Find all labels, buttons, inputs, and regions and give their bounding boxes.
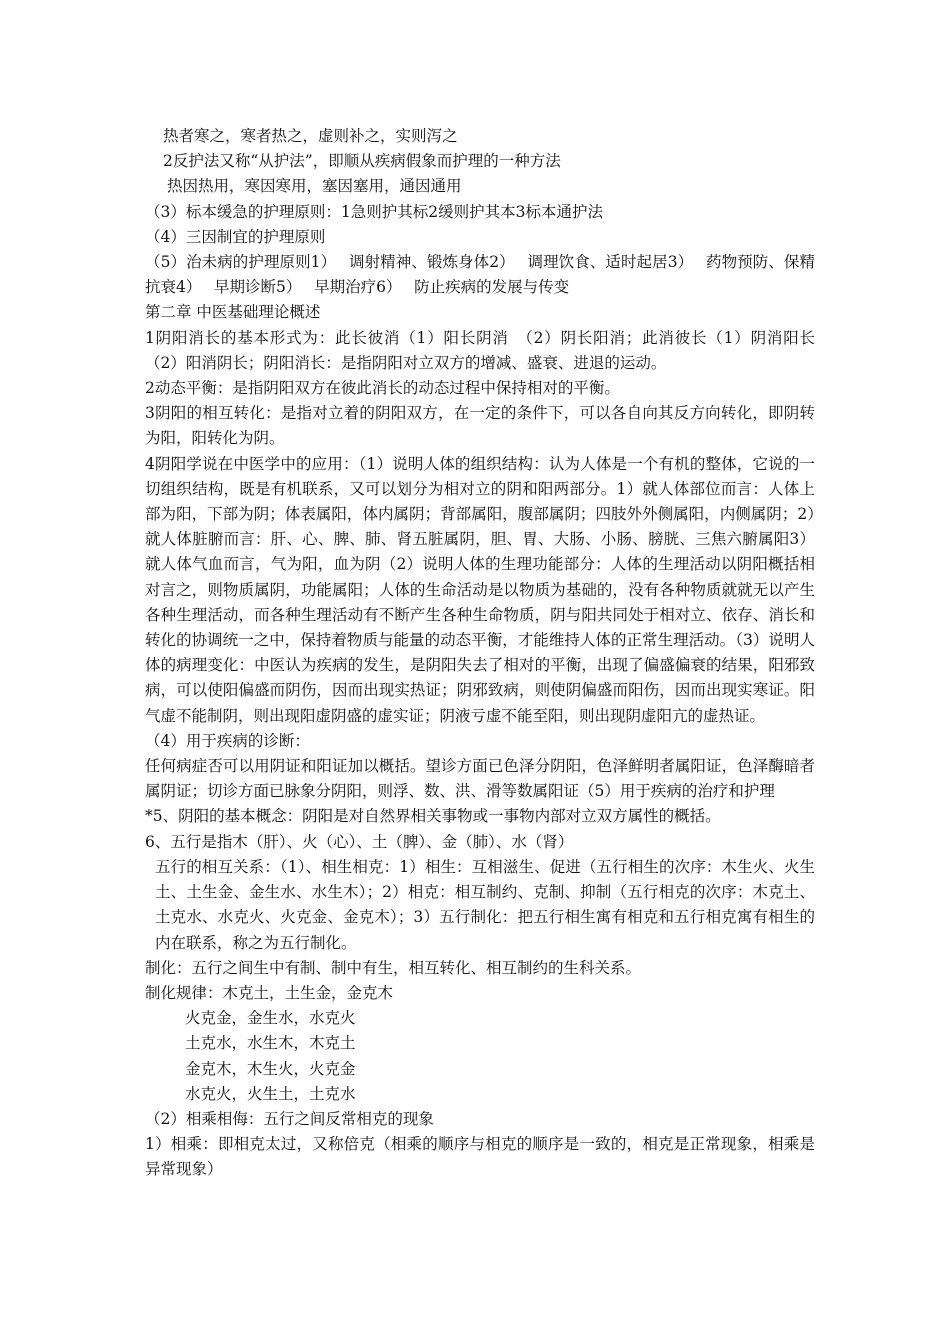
document-body [145, 124, 831, 1183]
chapter-heading: 第二章 中医基础理论概述 [145, 303, 321, 322]
text-line-zhihua-rule: 制化规律：木克土，土生金，金克木 [145, 983, 394, 1002]
text-line-reverse-nursing: 2反护法又称“从护法”，即顺从疾病假象而护理的一种方法 [163, 152, 561, 171]
text-line-yinyang-concept: *5、阴阳的基本概念：阴阳是对自然界相关事物或一事物内部对立双方属性的概括。 [145, 807, 721, 826]
text-para-yinyang-application: 4阴阳学说在中医学中的应用：（1）说明人体的组织结构：认为人体是一个有机的整体，它说的一切组织结构，既是有机联系，又可以划分为相对立的阴和阳两部分。1）就人体部位而言：人体上部为阳，下部为阴；体表属阳，体内属阴；背部属阳，腹部属阴；四肢外外侧属阳，内侧属阴；2）就人体脏腑而言：肝、心、脾、肺、肾五脏属阴，胆、胃、大肠、小肠、膀胱、三焦六腑属阳3）就人体气血而言，气为阳，血为阴（2）说明人体的生理功能部分：人体的生理活动以阴阳概括相对言之，则物质属阴，功能属阳；人体的生命活动是以物质为基础的，没有各种物质就就无以产生各种生理活动，而各种生理活动有不断产生各种生命物质，阴与阳共同处于相对立、依存、消长和转化的协调统一之中，保持着物质与能量的动态平衡，才能维持人体的正常生理活动。（3）说明人体的病理变化：中医认为疾病的发生，是阴阳失去了相对的平衡，出现了偏盛偏衰的结果，阳邪致病，可以使阳偏盛而阴伤，因而出现实热证；阴邪致病，则使阴偏盛而阳伤，因而出现实寒证。阳气虚不能制阴，则出现阳虚阴盛的虚实证；阴液亏虚不能至阳，则出现阴虚阳亢的虚热证。 [145, 454, 815, 725]
text-para-xiangcheng: 1）相乘：即相克太过，又称倍克（相乘的顺序与相克的顺序是一致的，相克是正常现象，相乘是异常现象） [145, 1135, 815, 1179]
text-line-rule-earth: 土克水，水生木，木克土 [185, 1034, 356, 1053]
text-para-five-elements-relation: 五行的相互关系：（1）、相生相克：1）相生：互相滋生、促进（五行相生的次序：木生火、火生土、土生金、金生水、水生木）；2）相克：相互制约、克制、抑制（五行相克的次序：木克土、土克水、水克火、火克金、金克木）；3）五行制化：把五行相生寓有相克和五行相克寓有相生的内在联系，称之为五行制化。 [155, 857, 815, 952]
text-line-principle-4: （4）三因制宜的护理原则 [145, 227, 326, 246]
text-line-rule-metal: 金克木，木生火，火克金 [185, 1059, 356, 1078]
text-para-principle-5: （5）治未病的护理原则1） 调射精神、锻炼身体2） 调理饮食、适时起居3） 药物预防、保精抗衰4） 早期诊断5） 早期治疗6） 防止疾病的发展与传变 [145, 253, 815, 297]
text-line-dynamic-balance: 2动态平衡：是指阴阳双方在彼此消长的动态过程中保持相对的平衡。 [145, 379, 620, 398]
text-line-rule-fire: 火克金，金生水，水克火 [185, 1009, 356, 1028]
text-para-yinyang-growth: 1阴阳消长的基本形式为：此长彼消（1）阳长阴消 （2）阴长阳消；此消彼长（1）阴消阳长 （2）阳消阴长；阴阳消长：是指阴阳对立双方的增减、盛衰、进退的运动。 [145, 328, 831, 372]
text-line-principle-3: （3）标本缓急的护理原则：1急则护其标2缓则护其本3标本通护法 [145, 202, 603, 221]
text-para-yinyang-transform: 3阴阳的相互转化：是指对立着的阴阳双方，在一定的条件下，可以各自向其反方向转化，即阴转为阳，阳转化为阴。 [145, 404, 815, 448]
text-line-five-elements: 6、五行是指木（肝）、火（心）、土（脾）、金（肺）、水（肾） [145, 832, 574, 851]
text-line-zhihua: 制化：五行之间生中有制、制中有生，相互转化、相互制约的生科关系。 [145, 958, 642, 977]
text-line-xiangcheng-xiangwu: （2）相乘相侮：五行之间反常相克的现象 [145, 1109, 434, 1128]
text-line-treat-rule: 热者寒之，寒者热之，虚则补之，实则泻之 [163, 127, 458, 145]
text-line-heat-cold-use: 热因热用，寒因寒用，塞因塞用，通因通用 [167, 177, 462, 196]
text-line-diagnosis: （4）用于疾病的诊断： [145, 731, 310, 750]
text-para-diagnosis-detail: 任何病症否可以用阴证和阳证加以概括。望诊方面已色泽分阴阳，色泽鲜明者属阳证，色泽酶暗者属阴证；切诊方面已脉象分阴阳，则浮、数、洪、滑等数属阳证（5）用于疾病的治疗和护理 [145, 757, 815, 801]
text-line-rule-water: 水克火，火生土，土克水 [185, 1084, 356, 1103]
